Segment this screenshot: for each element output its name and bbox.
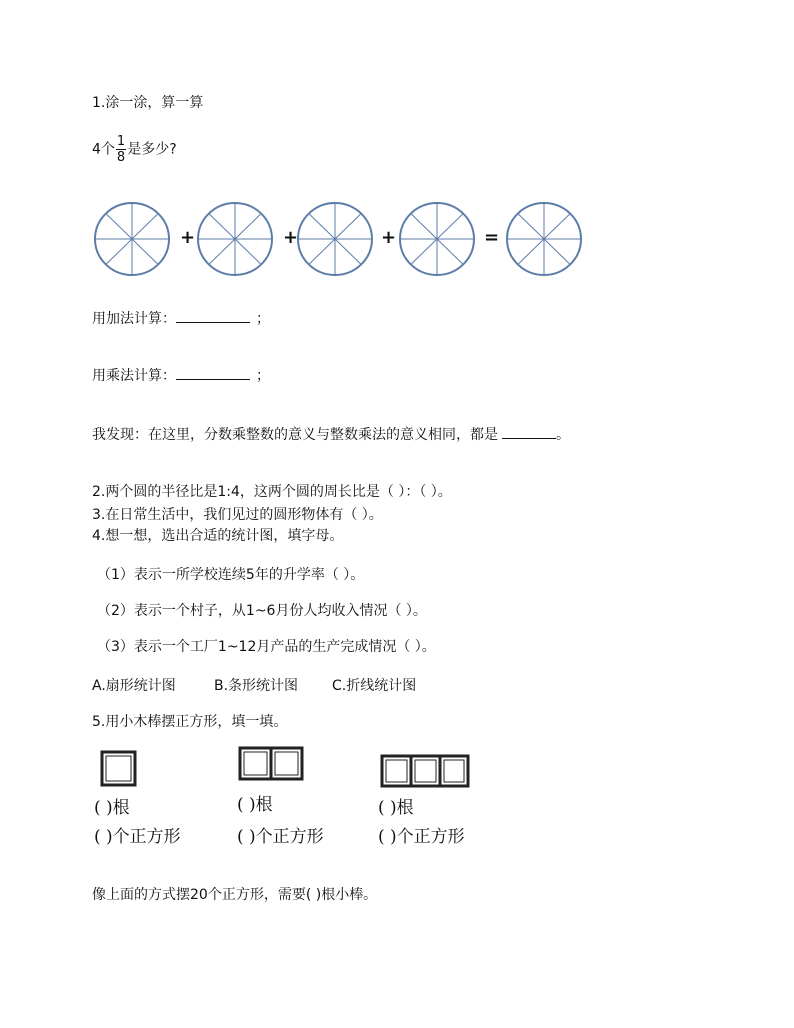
q1-prompt-prefix: 4个 xyxy=(92,141,115,158)
fraction-numerator: 1 xyxy=(116,134,126,149)
discovery-answer-blank[interactable] xyxy=(502,438,556,439)
stick-figure-three-squares xyxy=(380,754,472,790)
q4-item-3: （3）表示一个工厂1~12月产品的生产完成情况（ ）。 xyxy=(97,639,436,655)
q5-title: 5.用小木棒摆正方形，填一填。 xyxy=(92,714,288,730)
circle-eighths-1[interactable] xyxy=(95,203,169,275)
q5-final: 像上面的方式摆20个正方形，需要( )根小棒。 xyxy=(92,887,378,903)
q3-text: 3.在日常生活中，我们见过的圆形物体有（ ）。 xyxy=(92,507,383,523)
fraction-circles-diagram xyxy=(0,0,794,300)
q4-item-1: （1）表示一所学校连续5年的升学率（ ）。 xyxy=(97,567,365,583)
equals-sign: = xyxy=(484,227,500,248)
sticks-count-1: ( )根 xyxy=(94,798,130,818)
plus-sign-3: + xyxy=(381,227,397,248)
sticks-count-3: ( )根 xyxy=(378,798,414,818)
multiplication-answer-blank[interactable] xyxy=(176,379,250,380)
addition-answer-blank[interactable] xyxy=(176,322,250,323)
discovery-text: 我发现：在这里，分数乘整数的意义与整数乘法的意义相同，都是 xyxy=(92,427,498,443)
plus-sign-1: + xyxy=(180,227,196,248)
multiplication-semicolon: ； xyxy=(256,368,270,384)
addition-label: 用加法计算： xyxy=(92,311,176,327)
q1-title: 1.涂一涂，算一算 xyxy=(92,95,204,111)
discovery-period: 。 xyxy=(556,427,570,443)
option-a: A.扇形统计图 xyxy=(92,678,176,694)
circle-eighths-2[interactable] xyxy=(198,203,272,275)
discovery-line xyxy=(92,425,570,445)
circle-eighths-4[interactable] xyxy=(400,203,474,275)
addition-line xyxy=(92,309,270,329)
multiplication-line xyxy=(92,366,270,386)
plus-sign-2: + xyxy=(283,227,299,248)
q4-title: 4.想一想，选出合适的统计图，填字母。 xyxy=(92,528,344,544)
squares-count-3: ( )个正方形 xyxy=(378,827,465,847)
stick-figure-two-squares xyxy=(238,746,306,782)
sticks-count-2: ( )根 xyxy=(237,795,273,815)
q4-item-2: （2）表示一个村子，从1~6月份人均收入情况（ ）。 xyxy=(97,603,427,619)
squares-count-1: ( )个正方形 xyxy=(94,827,181,847)
multiplication-label: 用乘法计算： xyxy=(92,368,176,384)
q2-text: 2.两个圆的半径比是1:4，这两个圆的周长比是（ ）：（ ）。 xyxy=(92,484,452,500)
circle-eighths-3[interactable] xyxy=(298,203,372,275)
fraction-denominator: 8 xyxy=(116,150,126,165)
option-c: C.折线统计图 xyxy=(332,678,417,694)
addition-semicolon: ； xyxy=(256,311,270,327)
option-b: B.条形统计图 xyxy=(214,678,299,694)
q1-prompt-suffix: 是多少? xyxy=(127,141,177,158)
circle-eighths-5[interactable] xyxy=(507,203,581,275)
squares-count-2: ( )个正方形 xyxy=(237,827,324,847)
stick-figure-one-square xyxy=(100,750,140,790)
